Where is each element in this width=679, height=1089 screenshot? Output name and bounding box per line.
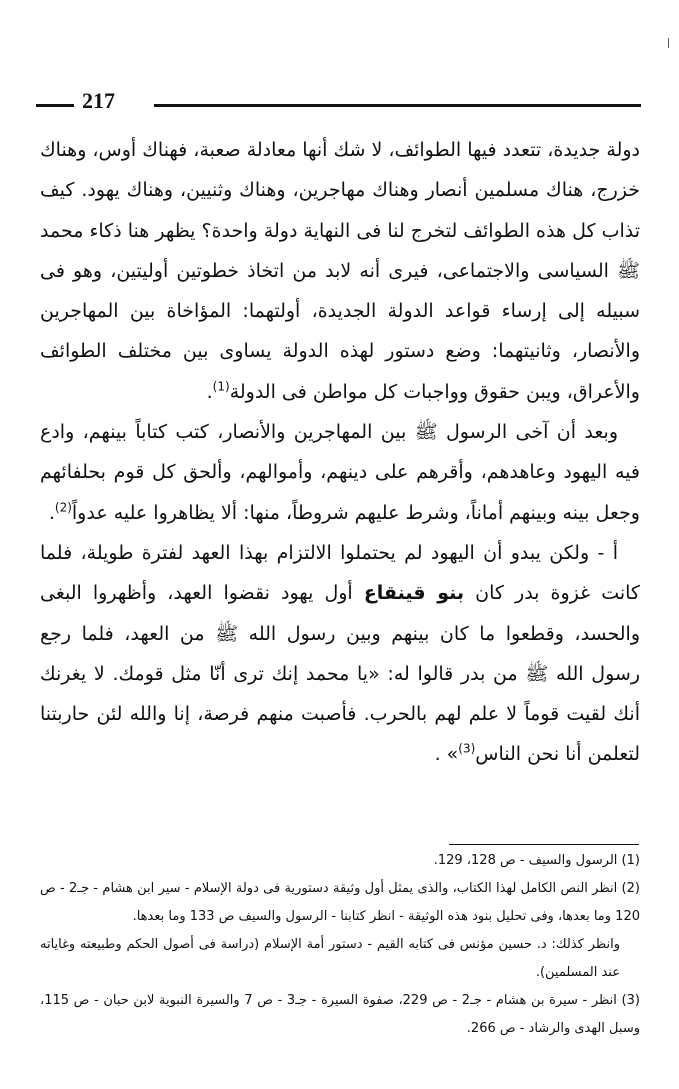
footnote-ref-1: (1): [212, 379, 230, 394]
footnote-1: (1) الرسول والسيف - ص 128، 129.: [433, 853, 640, 868]
paragraph-3: [40, 533, 640, 775]
header-dash: [36, 104, 74, 107]
header-rule: [154, 104, 641, 107]
paragraph-1-text: دولة جديدة، تتعدد فيها الطوائف، لا شك أنها معادلة صعبة، فهناك أوس، وهناك خزرج، هناك مسلمين أنصار وهناك مهاجرين، وهناك وثنيين، وهناك يهود. كيف تذاب كل هذه الطوائف لتخرج لنا فى النهاية دولة واحدة؟ يظهر هنا ذكاء محمد ﷺ السياسى والاجتماعى، فيرى أنه لابد من اتخاذ خطوتين أوليتين، وهو فى سبيله إلى إرساء قواعد الدولة الجديدة، أولتهما: المؤاخاة بين المهاجرين والأنصار، وثانيتهما: وضع دستور لهذه الدولة يساوى بين مختلف الطوائف والأعراق، ويبن حقوق وواجبات كل مواطن فى الدولة: [40, 139, 640, 403]
paragraph-3-text-b: أول يهود نقضوا العهد، وأظهروا البغى والحسد، وقطعوا ما كان بينهم وبين رسول الله ﷺ من العهد، فلما رجع رسول الله ﷺ من بدر قالوا له: «يا محمد إنك ترى أنّا مثل قومك. لا يغرنك أنك لقيت قوماً لا علم لهم بالحرب. فأصبت منهم فرصة، إنا والله لئن حاربتنا لتعلمن أنا نحن الناس: [40, 582, 640, 766]
page-header: [36, 88, 641, 118]
footnote-divider: [449, 844, 639, 845]
footnote-2-continuation: وانظر كذلك: د. حسين مؤنس فى كتابه القيم - دستور أمة الإسلام (دراسة فى أصول الحكم وطبيعته وغاياته عند المسلمين).: [40, 937, 620, 980]
margin-mark: [668, 38, 669, 48]
paragraph-1-end: .: [206, 380, 213, 403]
footnotes: [40, 847, 640, 1043]
footnote-2: (2) انظر النص الكامل لهذا الكتاب، والذى يمثل أول وثيقة دستورية فى دولة الإسلام - سير ابن هشام - جـ2 - ص 120 وما بعدها، وفى تحليل بنود هذه الوثيقة - انظر كتابنا - الرسول والسيف ص 133 وما بعدها.: [40, 881, 640, 924]
paragraph-3-text-a: أ - ولكن يبدو أن اليهود لم يحتملوا الالتزام بهذا العهد لفترة طويلة، فلما كانت غزوة بدر كان: [40, 541, 640, 605]
footnote-3: (3) انظر - سيرة بن هشام - جـ2 - ص 229، صفوة السيرة - جـ3 - ص 7 والسيرة النبوية لابن حبان - ص 115، وسبل الهدى والرشاد - ص 266.: [40, 993, 640, 1036]
paragraph-3-end: » .: [434, 743, 459, 766]
paragraph-2: [40, 412, 640, 533]
page-number: 217: [82, 88, 115, 113]
paragraph-2-end: .: [48, 501, 55, 524]
paragraph-2-text: وبعد أن آخى الرسول ﷺ بين المهاجرين والأنصار، كتب كتاباً بينهم، وادع فيه اليهود وعاهدهم، وأقرهم على دينهم، وأموالهم، وألحق كل قوم بحلفائهم وجعل بينه وبينهم أماناً، وشرط عليهم شروطاً، منها: ألا يظاهروا عليه عدواً: [40, 421, 640, 524]
footnote-ref-2: (2): [54, 500, 72, 515]
paragraph-3-bold: بنو قينقاع: [363, 582, 465, 605]
main-text: [40, 130, 640, 775]
footnote-ref-3: (3): [458, 742, 476, 757]
paragraph-1: [40, 130, 640, 412]
